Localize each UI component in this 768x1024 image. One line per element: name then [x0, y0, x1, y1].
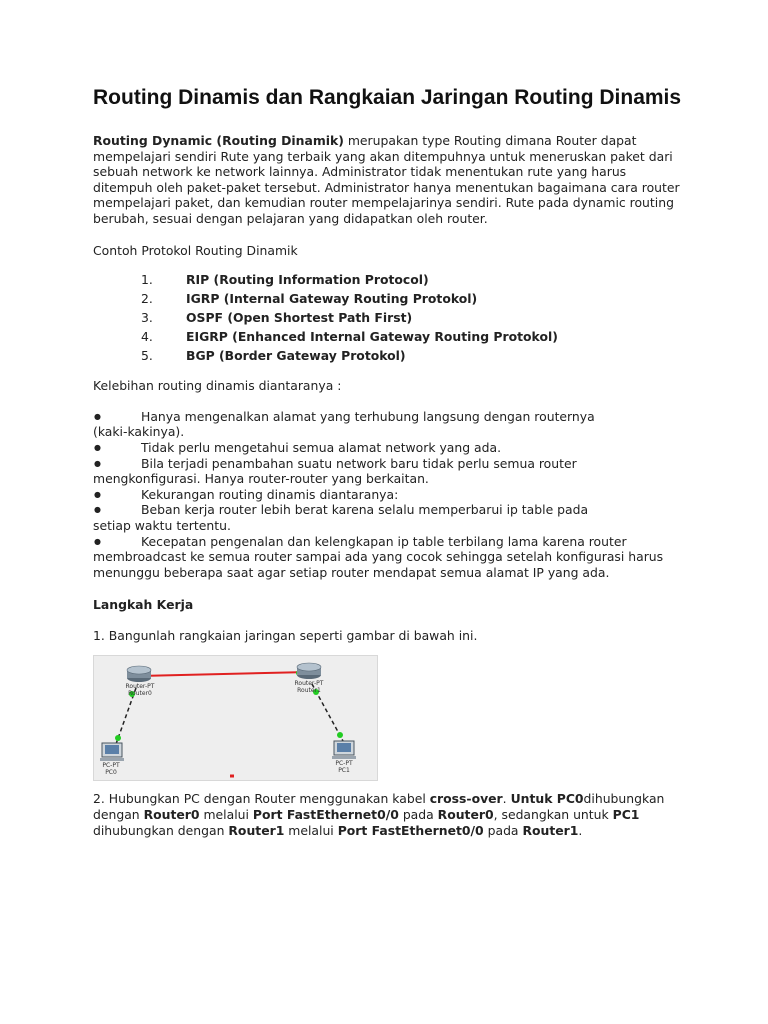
list-item [93, 456, 683, 487]
bullet-text: Beban kerja router lebih berat karena selalu memperbarui ip table pada [141, 502, 589, 518]
list-number: 5. [141, 348, 153, 364]
protocol-name: EIGRP (Enhanced Internal Gateway Routing Protokol) [186, 329, 558, 345]
list-item [93, 502, 683, 533]
port-indicator [337, 732, 343, 738]
step-2-text: 2. Hubungkan PC dengan Router menggunakan kabel cross-over. Untuk PC0dihubungkan dengan Router0 melalui Port FastEthernet0/0 pada Router0, sedangkan untuk PC1 dihubungkan dengan Router1 melalui Port FastEthernet0/0 pada Router1. [93, 791, 665, 838]
page-title: Routing Dinamis dan Rangkaian Jaringan Routing Dinamis [93, 86, 682, 109]
list-item [93, 327, 683, 346]
protocol-name: BGP (Border Gateway Protokol) [186, 348, 406, 364]
pc1-label: PC-PT PC1 [335, 760, 353, 775]
bullet-icon: ● [94, 505, 101, 515]
bullet-text: Hanya mengenalkan alamat yang terhubung langsung dengan routernya [141, 408, 595, 424]
protocol-list-label: Contoh Protokol Routing Dinamik [93, 242, 298, 258]
protocol-list [93, 270, 683, 365]
bullet-icon: ● [94, 442, 101, 452]
list-item [93, 346, 683, 365]
section-heading: Langkah Kerja [93, 597, 194, 613]
bullet-icon: ● [94, 489, 101, 499]
list-item [93, 270, 683, 289]
list-item [93, 487, 683, 503]
bullet-text: Tidak perlu mengetahui semua alamat network yang ada. [141, 439, 502, 455]
list-number: 1. [141, 272, 153, 288]
step-1-text: 1. Bangunlah rangkaian jaringan seperti gambar di bawah ini. [93, 627, 478, 643]
port-indicator [115, 735, 121, 741]
document-page [93, 86, 683, 838]
router-link-line [139, 672, 309, 676]
list-number: 2. [141, 291, 153, 307]
protocol-name: IGRP (Internal Gateway Routing Protokol) [186, 291, 478, 307]
intro-text: merupakan type Routing dimana Router dapat mempelajari sendiri Rute yang terbaik yang akan ditempuhnya untuk meneruskan paket dari sebuah network ke network lainnya. Administrator tidak menentukan rute yang harus ditempuh oleh paket-paket tersebut. Administrator hanya menentukan bagaimana cara router mempelajari paket, dan kemudian router mempelajarinya sendiri. Rute pada dynamic routing berubah, sesuai dengan pelajaran yang didapatkan oleh router. [93, 133, 680, 226]
list-item [93, 289, 683, 308]
bullet-text: Kekurangan routing dinamis diantaranya: [141, 486, 399, 502]
list-item [93, 534, 683, 581]
bullet-continuation: (kaki-kakinya). [93, 424, 185, 440]
bullet-text: Bila terjadi penambahan suatu network baru tidak perlu semua router [141, 455, 577, 471]
pc1-icon [332, 741, 356, 759]
bullet-continuation: membroadcast ke semua router sampai ada yang cocok sehingga setelah konfigurasi harus menunggu beberapa saat agar setiap router mendapat semua alamat IP yang ada. [93, 549, 664, 580]
bullet-text: Kecepatan pengenalan dan kelengkapan ip table terbilang lama karena router [141, 533, 627, 549]
pc0-label: PC-PT PC0 [102, 762, 120, 777]
bullet-icon: ● [94, 536, 101, 546]
list-number: 3. [141, 310, 153, 326]
intro-term: Routing Dynamic (Routing Dinamik) [93, 133, 344, 148]
bullet-continuation: mengkonfigurasi. Hanya router-router yang berkaitan. [93, 471, 429, 487]
router1-label: Router-PT Router1 [294, 680, 324, 695]
bullet-continuation: setiap waktu tertentu. [93, 517, 231, 533]
bullet-list [93, 409, 683, 581]
router1-icon [297, 663, 321, 679]
list-item [93, 409, 683, 440]
pc0-icon [100, 743, 124, 761]
list-item [93, 308, 683, 327]
protocol-name: OSPF (Open Shortest Path First) [186, 310, 413, 326]
intro-paragraph [93, 133, 683, 227]
advantages-label: Kelebihan routing dinamis diantaranya : [93, 378, 342, 394]
bullet-icon: ● [94, 411, 101, 421]
list-item [93, 440, 683, 456]
bullet-icon: ● [94, 458, 101, 468]
list-number: 4. [141, 329, 153, 345]
protocol-name: RIP (Routing Information Protocol) [186, 272, 429, 288]
router0-label: Router-PT Router0 [125, 683, 155, 698]
network-diagram [93, 655, 378, 781]
router0-icon [127, 666, 151, 682]
